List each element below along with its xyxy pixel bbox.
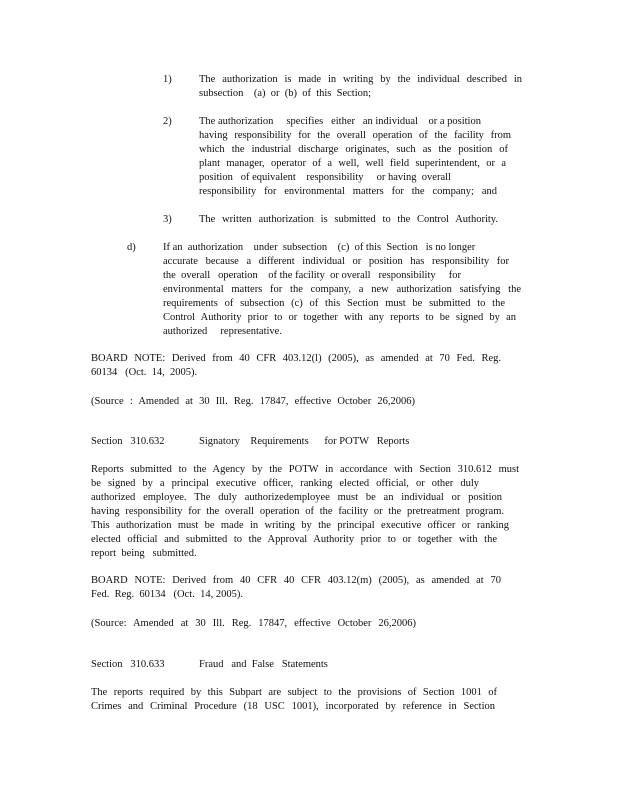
section-632-line-4: having responsibility for the overall operation of the facility or the pretreatment program. (91, 506, 504, 517)
section-632-title: Signatory Requirements for POTW Reports (199, 436, 410, 447)
item-2-label: 2) (163, 116, 172, 127)
item-2-line-4: plant manager, operator of a well, well field superintendent, or a (199, 158, 506, 169)
item-1-label: 1) (163, 74, 172, 85)
section-632-line-5: This authorization must be made in writing by the principal executive officer or ranking (91, 520, 509, 531)
board-note-2-line-1: BOARD NOTE: Derived from 40 CFR 40 CFR 403.12(m) (2005), as amended at 70 (91, 575, 501, 586)
item-2-line-1: The authorization specifies either an individual or a position (199, 116, 481, 127)
section-632-line-2: be signed by a principal executive officer, ranking elected official, or other duly (91, 478, 479, 489)
source-note-1: (Source : Amended at 30 Ill. Reg. 17847, effective October 26,2006) (91, 396, 415, 407)
item-d-line-4: environmental matters for the company, a new authorization satisfying the (163, 284, 521, 295)
section-632-number: Section 310.632 (91, 436, 165, 447)
item-3-line-1: The written authorization is submitted to the Control Authority. (199, 214, 498, 225)
item-d-line-7: authorized representative. (163, 326, 282, 337)
section-632-line-1: Reports submitted to the Agency by the POTW in accordance with Section 310.612 must (91, 464, 519, 475)
board-note-1-line-2: 60134 (Oct. 14, 2005). (91, 367, 198, 378)
item-d-line-2: accurate because a different individual or position has responsibility for (163, 256, 509, 267)
board-note-2-line-2: Fed. Reg. 60134 (Oct. 14, 2005). (91, 589, 243, 600)
section-633-number: Section 310.633 (91, 659, 165, 670)
item-d-line-6: Control Authority prior to or together with any reports to be signed by an (163, 312, 516, 323)
board-note-1-line-1: BOARD NOTE: Derived from 40 CFR 403.12(l) (2005), as amended at 70 Fed. Reg. (91, 353, 501, 364)
item-2-line-5: position of equivalent responsibility or having overall (199, 172, 451, 183)
section-632-line-3: authorized employee. The duly authorizedemployee must be an individual or position (91, 492, 502, 503)
section-632-line-7: report being submitted. (91, 548, 197, 559)
item-d-line-3: the overall operation of the facility or overall responsibility for (163, 270, 461, 281)
section-633-line-1: The reports required by this Subpart are subject to the provisions of Section 1001 of (91, 687, 497, 698)
item-3-label: 3) (163, 214, 172, 225)
item-1-line-2: subsection (a) or (b) of this Section; (199, 88, 372, 99)
source-note-2: (Source: Amended at 30 Ill. Reg. 17847, effective October 26,2006) (91, 618, 416, 629)
item-1-line-1: The authorization is made in writing by the individual described in (199, 74, 522, 85)
item-d-line-1: If an authorization under subsection (c) of this Section is no longer (163, 242, 476, 253)
item-2-line-2: having responsibility for the overall operation of the facility from (199, 130, 511, 141)
section-633-line-2: Crimes and Criminal Procedure (18 USC 1001), incorporated by reference in Section (91, 701, 495, 712)
section-632-line-6: elected official and submitted to the Approval Authority prior to or together with the (91, 534, 497, 545)
item-d-label: d) (127, 242, 136, 253)
item-2-line-3: which the industrial discharge originates, such as the position of (199, 144, 508, 155)
item-2-line-6: responsibility for environmental matters for the company; and (199, 186, 497, 197)
section-633-title: Fraud and False Statements (199, 659, 328, 670)
item-d-line-5: requirements of subsection (c) of this Section must be submitted to the (163, 298, 505, 309)
